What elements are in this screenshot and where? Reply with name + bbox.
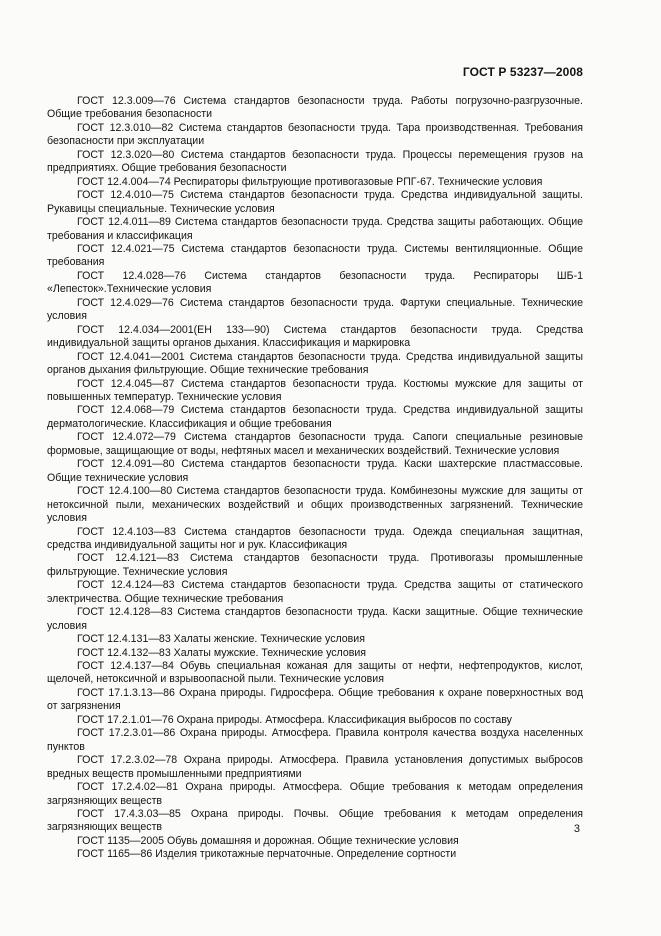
reference-entry: ГОСТ 17.1.3.13—86 Охрана природы. Гидросфера. Общие требования к охране поверхностных вод от загрязнения — [47, 686, 583, 713]
reference-entry: ГОСТ 12.4.021—75 Система стандартов безопасности труда. Системы вентиляционные. Общие требования — [47, 242, 583, 269]
reference-entry: ГОСТ 1165—86 Изделия трикотажные перчаточные. Определение сортности — [77, 848, 457, 861]
reference-entry: ГОСТ 12.4.072—79 Система стандартов безопасности труда. Сапоги специальные резиновые формовые, защищающие от воды, нефтяных масел и механических воздействий. Технические условия — [47, 431, 583, 457]
reference-entry: ГОСТ 12.4.091—80 Система стандартов безопасности труда. Каски шахтерские пластмассовые. Общие технические условия — [47, 458, 583, 484]
reference-entry: ГОСТ 17.2.3.02—78 Охрана природы. Атмосфера. Правила установления допустимых выбросов вредных веществ промышленными предприятиями — [47, 754, 583, 780]
reference-entry: ГОСТ 17.2.4.02—81 Охрана природы. Атмосфера. Общие требования к методам определения загрязняющих веществ — [47, 781, 583, 807]
reference-entry: ГОСТ 1135—2005 Обувь домашняя и дорожная. Общие технические условия — [77, 834, 459, 847]
reference-entry: ГОСТ 12.4.128—83 Система стандартов безопасности труда. Каски защитные. Общие технические условия — [47, 606, 583, 632]
reference-entry: ГОСТ 12.4.010—75 Система стандартов безопасности труда. Средства индивидуальной защиты. Рукавицы специальные. Технические условия — [47, 189, 583, 215]
reference-entry: ГОСТ 12.3.010—82 Система стандартов безопасности труда. Тара производственная. Требования безопасности при эксплуатации — [47, 121, 583, 148]
reference-entry: ГОСТ 12.4.124—83 Система стандартов безопасности труда. Средства защиты от статического электричества. Общие технические требования — [47, 579, 583, 605]
reference-entry: ГОСТ 12.4.103—83 Система стандартов безопасности труда. Одежда специальная защитная, средства индивидуальной защиты ног и рук. Классификация — [47, 525, 583, 551]
reference-entry: ГОСТ 12.4.132—83 Халаты мужские. Технические условия — [77, 646, 367, 659]
reference-entry: ГОСТ 12.4.029—76 Система стандартов безопасности труда. Фартуки специальные. Технические условия — [47, 296, 583, 323]
reference-entry: ГОСТ 17.2.3.01—86 Охрана природы. Атмосфера. Правила контроля качества воздуха населенных пунктов — [47, 727, 583, 753]
reference-entry: ГОСТ 12.4.028—76 Система стандартов безопасности труда. Респираторы ШБ-1 «Лепесток».Технические условия — [47, 269, 583, 296]
reference-entry: ГОСТ 12.4.045—87 Система стандартов безопасности труда. Костюмы мужские для защиты от повышенных температур. Технические условия — [47, 377, 583, 403]
reference-entry: ГОСТ 12.4.068—79 Система стандартов безопасности труда. Средства индивидуальной защиты дерматологические. Классификация и общие требования — [47, 404, 583, 430]
reference-entry: ГОСТ 12.4.004—74 Респираторы фильтрующие противогазовые РПГ-67. Технические условия — [77, 175, 543, 188]
references-list — [47, 95, 583, 862]
page-number: 3 — [573, 823, 580, 835]
reference-entry: ГОСТ 12.4.137—84 Обувь специальная кожаная для защиты от нефти, нефтепродуктов, кислот, щелочей, нетоксичной и взрывоопасной пыли. Технические условия — [47, 660, 583, 686]
reference-entry: ГОСТ 17.4.3.03—85 Охрана природы. Почвы. Общие требования к методам определения загрязняющих веществ — [47, 808, 583, 834]
reference-entry: ГОСТ 12.4.100—80 Система стандартов безопасности труда. Комбинезоны мужские для защиты от нетоксичной пыли, механических воздействий и общих производственных загрязнений. Технические условия — [47, 485, 583, 525]
reference-entry: ГОСТ 12.4.011—89 Система стандартов безопасности труда. Средства защиты работающих. Общие требования и классификация — [47, 216, 583, 242]
reference-entry: ГОСТ 12.4.034—2001(ЕН 133—90) Система стандартов безопасности труда. Средства индивидуальной защиты органов дыхания. Классификация и маркировка — [47, 323, 583, 350]
reference-entry: ГОСТ 12.3.020—80 Система стандартов безопасности труда. Процессы перемещения грузов на предприятиях. Общие требования безопасности — [47, 148, 583, 175]
standard-code-header: ГОСТ Р 53237—2008 — [462, 65, 583, 79]
reference-entry: ГОСТ 12.4.121—83 Система стандартов безопасности труда. Противогазы промышленные фильтрующие. Технические условия — [47, 552, 583, 578]
reference-entry: ГОСТ 12.4.131—83 Халаты женские. Технические условия — [77, 633, 365, 646]
reference-entry: ГОСТ 12.3.009—76 Система стандартов безопасности труда. Работы погрузочно-разгрузочные. Общие требования безопасности — [47, 95, 583, 121]
reference-entry: ГОСТ 17.2.1.01—76 Охрана природы. Атмосфера. Классификация выбросов по составу — [77, 713, 512, 726]
reference-entry: ГОСТ 12.4.041—2001 Система стандартов безопасности труда. Средства индивидуальной защиты органов дыхания фильтрующие. Общие технические требования — [47, 350, 583, 377]
